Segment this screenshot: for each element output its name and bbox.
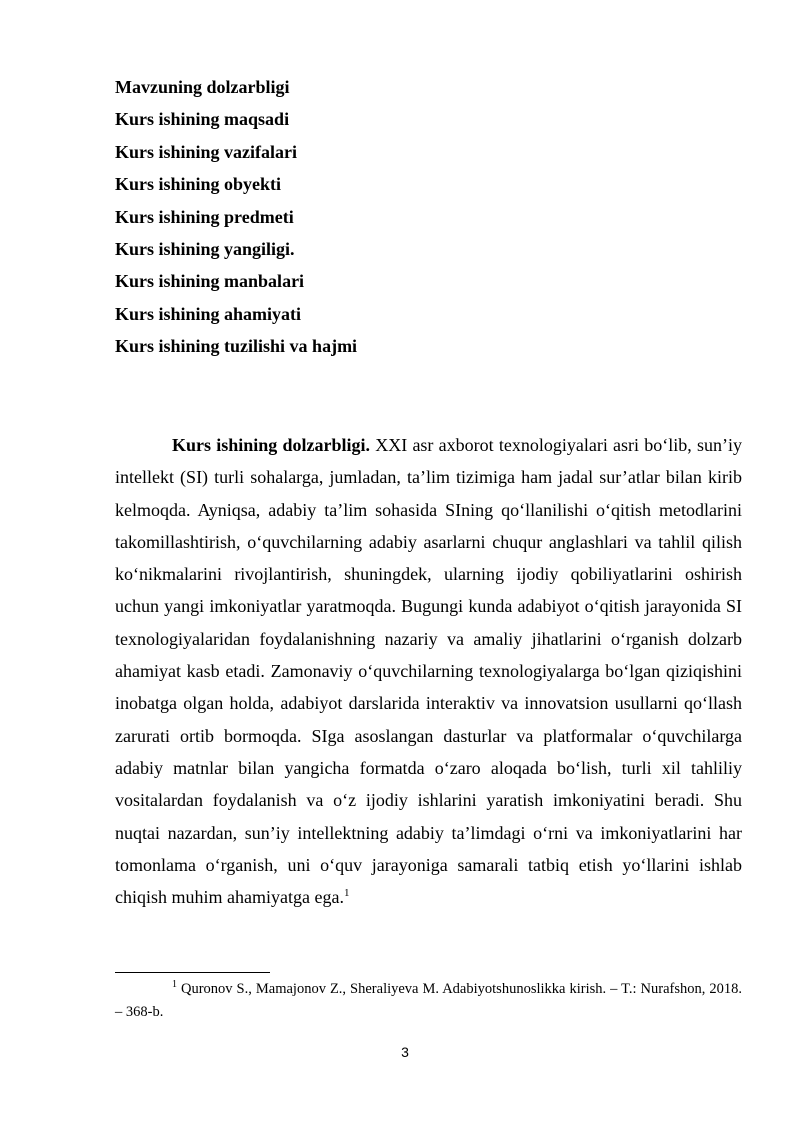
contents-item: Kurs ishining maqsadi	[115, 109, 290, 130]
contents-item: Kurs ishining vazifalari	[115, 141, 298, 162]
contents-item: Mavzuning dolzarbligi	[115, 77, 290, 97]
footnote-text: Quronov S., Mamajonov Z., Sheraliyeva M. Adabiyotshunoslikka kirish. – T.: Nurafshon, 2018. – 368-b.	[115, 981, 742, 1020]
page-number: 3	[401, 1044, 409, 1060]
relevance-paragraph	[115, 429, 742, 913]
contents-item: Kurs ishining tuzilishi va hajmi	[115, 336, 358, 357]
footnote-divider	[115, 972, 270, 973]
footnote-marker: 1	[172, 979, 177, 990]
footnote	[115, 978, 742, 1023]
contents-item: Kurs ishining predmeti	[115, 206, 294, 227]
paragraph-lead-heading: Kurs ishining dolzarbligi.	[172, 435, 370, 455]
contents-item: Kurs ishining manbalari	[115, 271, 305, 292]
contents-item: Kurs ishining obyekti	[115, 174, 282, 195]
footnote-reference: 1	[343, 887, 350, 900]
contents-list	[115, 76, 357, 368]
contents-item: Kurs ishining ahamiyati	[115, 303, 302, 324]
paragraph-body: XXI asr axborot texnologiyalari asri bo‘lib, sun’iy intellekt (SI) turli sohalarga, jumladan, ta’lim tizimiga ham jadal sur’atlar bilan kirib kelmoqda. Ayniqsa, adabiy ta’lim sohasida SIning qo‘llanilishi o‘qitish metodlarini takomillashtirish, o‘quvchilarning adabiy asarlarni chuqur anglashlari va tahlil qilish ko‘nikmalarini rivojlantirish, shuningdek, ularning ijodiy qobiliyatlarini oshirish uchun yangi imkoniyatlar yaratmoqda. Bugungi kunda adabiyot o‘qitish jarayonida SI texnologiyalaridan foydalanishning nazariy va amaliy jihatlarini o‘rganish dolzarb ahamiyat kasb etadi. Zamonaviy o‘quvchilarning texnologiyalarga bo‘lgan qiziqishini inobatga olgan holda, adabiyot darslarida interaktiv va innovatsion usullarni qo‘llash zarurati ortib bormoqda. SIga asoslangan dasturlar va platformalar o‘quvchilarga adabiy matnlar bilan yangicha formatda o‘zaro aloqada bo‘lish, turli xil tahliliy vositalardan foydalanish va o‘z ijodiy ishlarini yaratish imkoniyatini beradi. Shu nuqtai nazardan, sun’iy intellektning adabiy ta’limdagi o‘rni va imkoniyatlarini har tomonlama o‘rganish, uni o‘quv jarayoniga samarali tatbiq etish yo‘llarini ishlab chiqish muhim ahamiyatga ega.	[115, 435, 742, 908]
contents-item: Kurs ishining yangiligi.	[115, 238, 295, 259]
